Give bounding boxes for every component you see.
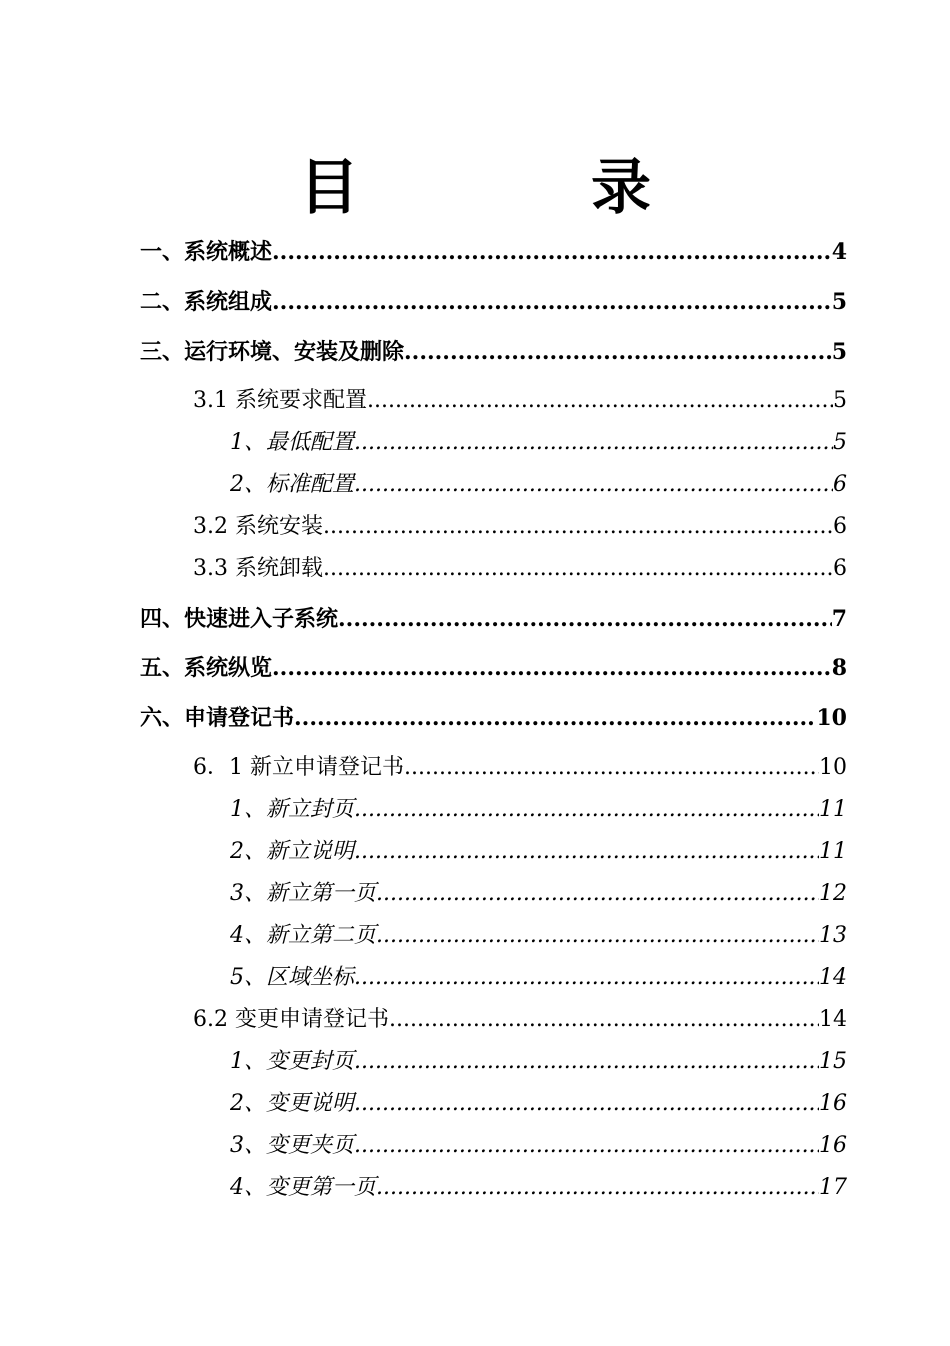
- toc-entry-label: 1、新立封页: [230, 797, 354, 822]
- toc-entry-page: 10: [819, 755, 847, 780]
- toc-entry-label: 4、变更第一页: [230, 1175, 376, 1200]
- toc-entry-page: 8: [831, 655, 847, 681]
- toc-entry-label: 四、快速进入子系统: [140, 606, 339, 632]
- toc-entry[interactable]: [230, 920, 847, 952]
- toc-entry-page: 6: [833, 472, 847, 497]
- toc-entry[interactable]: [193, 511, 847, 543]
- toc-entry[interactable]: [140, 652, 847, 684]
- toc-entry-page: 7: [831, 606, 847, 632]
- toc-entry-page: 5: [831, 289, 847, 315]
- toc-entry-label: 3、变更夹页: [230, 1133, 354, 1158]
- toc-entry-page: 16: [819, 1133, 847, 1158]
- toc-leader: [338, 603, 832, 635]
- toc-entry-label: 二、系统组成: [140, 289, 273, 315]
- toc-leader: [354, 427, 833, 459]
- toc-leader: [294, 702, 816, 734]
- toc-entry-page: 5: [833, 388, 847, 413]
- toc-entry-label: 3、新立第一页: [230, 881, 376, 906]
- toc-entry[interactable]: [193, 553, 847, 585]
- toc-entry-label: 五、系统纵览: [140, 655, 273, 681]
- toc-entry[interactable]: [230, 794, 847, 826]
- toc-leader: [354, 1130, 819, 1162]
- toc-entry[interactable]: [230, 878, 847, 910]
- toc-entry-page: 14: [819, 1007, 847, 1032]
- toc-entry-page: 6: [833, 556, 847, 581]
- toc-leader: [354, 1088, 819, 1120]
- toc-leader: [272, 652, 832, 684]
- toc-entry-page: 14: [819, 965, 847, 990]
- toc-entry[interactable]: [193, 752, 847, 784]
- toc-entry-page: 5: [833, 430, 847, 455]
- toc-entry-page: 12: [819, 881, 847, 906]
- toc-entry-page: 11: [819, 797, 847, 822]
- toc-entry-page: 13: [819, 923, 847, 948]
- toc-entry-page: 11: [819, 839, 847, 864]
- toc-entry[interactable]: [230, 1046, 847, 1078]
- toc-leader: [354, 962, 819, 994]
- toc-leader: [376, 1172, 819, 1204]
- toc-entry-label: 1、变更封页: [230, 1049, 354, 1074]
- toc-leader: [272, 236, 832, 268]
- toc-entry-label: 3.2 系统安装: [193, 514, 323, 539]
- toc-leader: [389, 1004, 819, 1036]
- toc-entry-label: 一、系统概述: [140, 239, 273, 265]
- toc-entry-page: 17: [819, 1175, 847, 1200]
- toc-entry-label: 5、区域坐标: [230, 965, 354, 990]
- toc-entry-label: 4、新立第二页: [230, 923, 376, 948]
- toc-title: 目 录: [299, 153, 737, 223]
- toc-entry[interactable]: [230, 1130, 847, 1162]
- toc-leader: [404, 752, 819, 784]
- toc-entry[interactable]: [230, 962, 847, 994]
- toc-entry[interactable]: [140, 286, 847, 318]
- toc-entry[interactable]: [230, 836, 847, 868]
- toc-leader: [272, 286, 832, 318]
- toc-leader: [354, 469, 833, 501]
- toc-entry-page: 15: [819, 1049, 847, 1074]
- toc-entry-label: 2、新立说明: [230, 839, 354, 864]
- toc-entry[interactable]: [140, 603, 847, 635]
- toc-entry-label: 六、申请登记书: [140, 705, 295, 731]
- toc-entry-page: 4: [831, 239, 847, 265]
- toc-leader: [323, 511, 833, 543]
- toc-entry[interactable]: [230, 1172, 847, 1204]
- toc-entry-label: 1、最低配置: [230, 430, 354, 455]
- toc-leader: [354, 836, 819, 868]
- toc-entry-label: 6．1 新立申请登记书: [193, 755, 404, 780]
- toc-entry-page: 10: [816, 705, 847, 731]
- toc-entry[interactable]: [140, 336, 847, 368]
- toc-entry-label: 3.1 系统要求配置: [193, 388, 367, 413]
- toc-entry[interactable]: [193, 1004, 847, 1036]
- toc-entry-label: 3.3 系统卸载: [193, 556, 323, 581]
- toc-entry-page: 6: [833, 514, 847, 539]
- toc-leader: [354, 1046, 819, 1078]
- toc-entry-label: 三、运行环境、安装及删除: [140, 339, 405, 365]
- toc-entry[interactable]: [230, 1088, 847, 1120]
- toc-leader: [323, 553, 833, 585]
- toc-leader: [367, 385, 833, 417]
- toc-entry[interactable]: [230, 469, 847, 501]
- toc-entry-page: 16: [819, 1091, 847, 1116]
- toc-entry[interactable]: [140, 702, 847, 734]
- toc-leader: [404, 336, 832, 368]
- toc-entry-page: 5: [831, 339, 847, 365]
- toc-entry[interactable]: [193, 385, 847, 417]
- toc-entry-label: 6.2 变更申请登记书: [193, 1007, 389, 1032]
- toc-entry-label: 2、标准配置: [230, 472, 354, 497]
- toc-entry[interactable]: [230, 427, 847, 459]
- toc-leader: [354, 794, 819, 826]
- toc-entry-label: 2、变更说明: [230, 1091, 354, 1116]
- toc-leader: [376, 878, 819, 910]
- toc-entry[interactable]: [140, 236, 847, 268]
- toc-leader: [376, 920, 819, 952]
